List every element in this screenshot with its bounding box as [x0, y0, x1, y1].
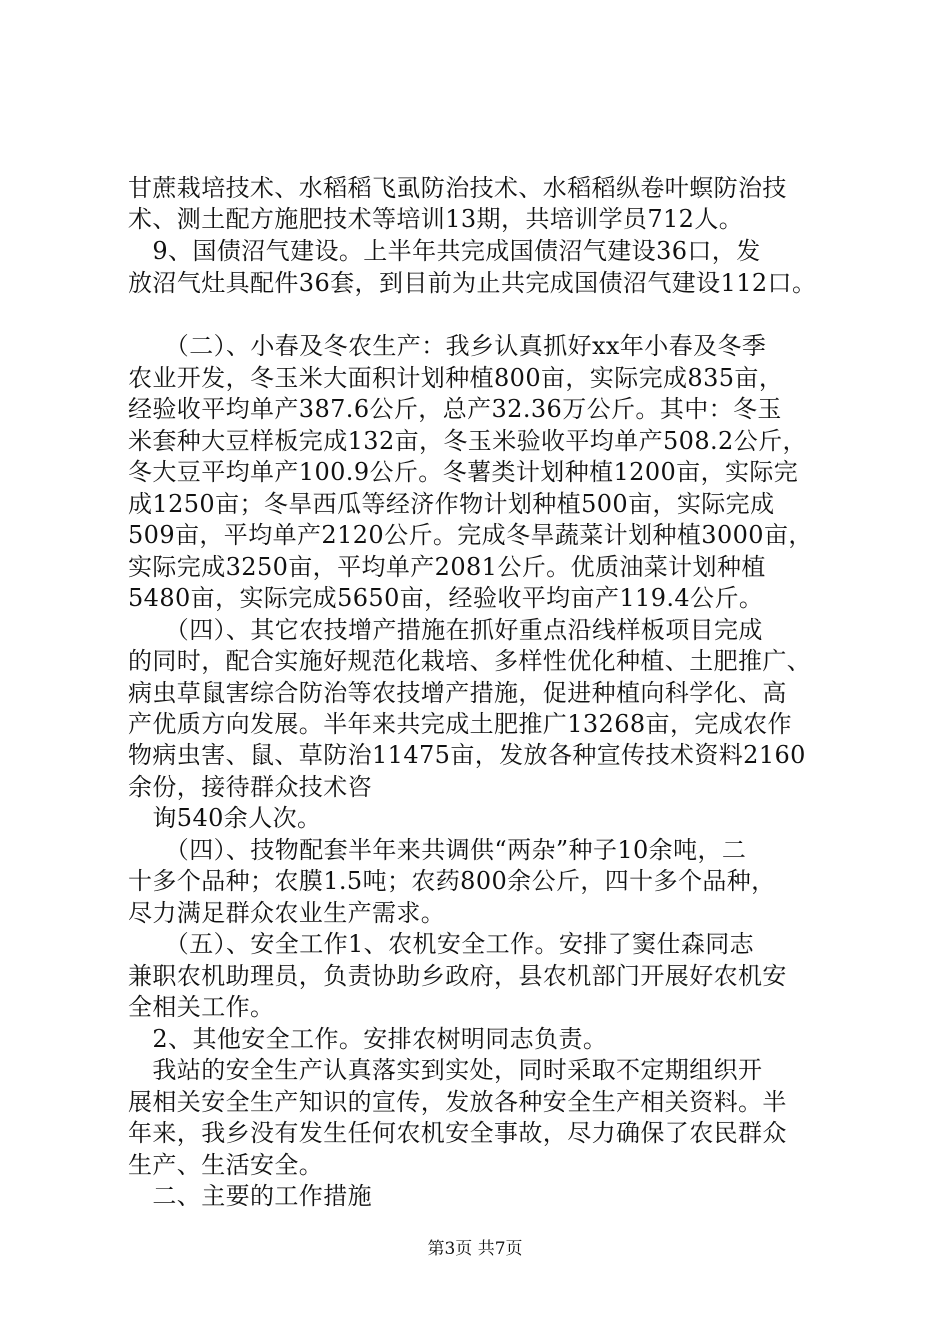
text-line: 放沼气灶具配件36套，到目前为止共完成国债沼气建设112口。	[128, 269, 817, 297]
text-line: 全相关工作。	[128, 993, 275, 1021]
text-line: 展相关安全生产知识的宣传，发放各种安全生产相关资料。半	[128, 1088, 787, 1116]
text-line: 实际完成3250亩，平均单产2081公斤。优质油菜计划种植	[128, 553, 766, 581]
text-line: 米套种大豆样板完成132亩，冬玉米验收平均单产508.2公斤，	[128, 427, 807, 455]
text-line: 病虫草鼠害综合防治等农技增产措施，促进种植向科学化、高	[128, 679, 787, 707]
text-line: 年来，我乡没有发生任何农机安全事故，尽力确保了农民群众	[128, 1119, 787, 1147]
text-line: 尽力满足群众农业生产需求。	[128, 899, 446, 927]
text-line: 成1250亩；冬旱西瓜等经济作物计划种植500亩，实际完成	[128, 490, 775, 518]
text-line: 余份，接待群众技术咨	[128, 773, 372, 801]
text-line: 甘蔗栽培技术、水稻稻飞虱防治技术、水稻稻纵卷叶螟防治技	[128, 174, 787, 202]
text-line: 生产、生活安全。	[128, 1151, 324, 1179]
text-line: （四）、技物配套半年来共调供“两杂”种子10余吨，二	[128, 836, 747, 864]
text-line: 冬大豆平均单产100.9公斤。冬薯类计划种植1200亩，实际完	[128, 458, 799, 486]
text-line: 询540余人次。	[128, 804, 322, 832]
text-line: 经验收平均单产387.6公斤，总产32.36万公斤。其中：冬玉	[128, 395, 782, 423]
text-line: （二）、小春及冬农生产：我乡认真抓好xx年小春及冬季	[128, 332, 767, 360]
text-line: 产优质方向发展。半年来共完成土肥推广13268亩，完成农作	[128, 710, 792, 738]
text-line: 物病虫害、鼠、草防治11475亩，发放各种宣传技术资料2160	[128, 741, 806, 769]
text-line: 509亩，平均单产2120公斤。完成冬旱蔬菜计划种植3000亩，	[128, 521, 813, 549]
text-line: 十多个品种；农膜1.5吨；农药800余公斤，四十多个品种，	[128, 867, 776, 895]
text-line: 5480亩，实际完成5650亩，经验收平均亩产119.4公斤。	[128, 584, 764, 612]
text-line: 2、其他安全工作。安排农树明同志负责。	[128, 1025, 608, 1053]
text-line: （五）、安全工作1、农机安全工作。安排了窦仕森同志	[128, 930, 755, 958]
text-line: 的同时，配合实施好规范化栽培、多样性优化种植、土肥推广、	[128, 647, 812, 675]
text-line: 兼职农机助理员，负责协助乡政府，县农机部门开展好农机安	[128, 962, 787, 990]
page-number: 第3页 共7页	[427, 1239, 523, 1259]
text-line: 我站的安全生产认真落实到实处，同时采取不定期组织开	[128, 1056, 763, 1084]
text-line: 术、测土配方施肥技术等培训13期，共培训学员712人。	[128, 205, 744, 233]
text-line: 农业开发，冬玉米大面积计划种植800亩，实际完成835亩，	[128, 364, 784, 392]
section-heading: 二、主要的工作措施	[128, 1182, 372, 1210]
text-line: 9、国债沼气建设。上半年共完成国债沼气建设36口，发	[128, 237, 761, 265]
text-line: （四）、其它农技增产措施在抓好重点沿线样板项目完成	[128, 616, 763, 644]
